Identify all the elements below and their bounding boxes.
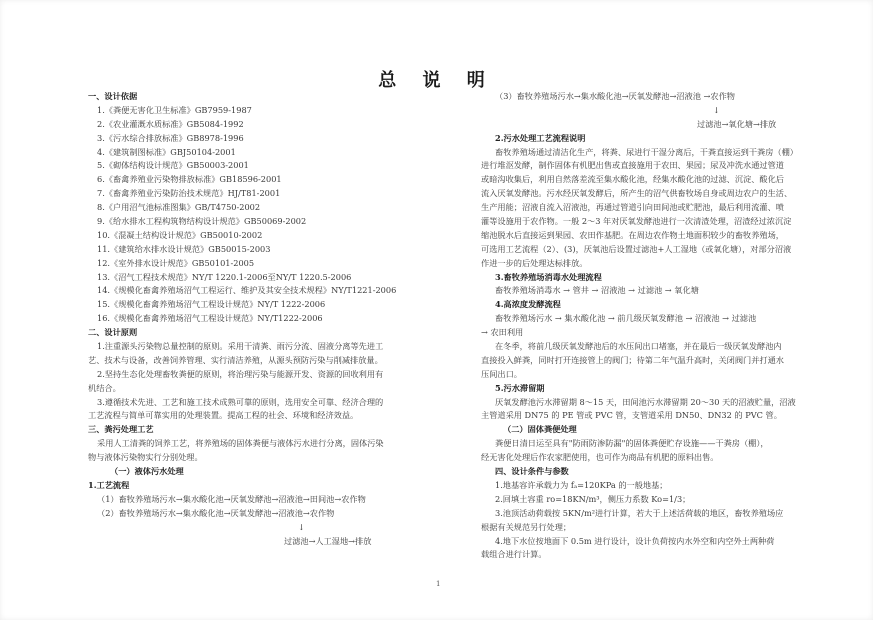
standard-item: 2.《农业灌溉水质标准》GB5084-1992 bbox=[97, 118, 244, 129]
subsection-heading-disinfection: 3.畜牧养殖场消毒水处理流程 bbox=[495, 271, 602, 282]
flow-down-arrow: ↓ bbox=[298, 521, 305, 532]
paragraph-line: 可选用工艺流程（2）、(3)，厌氧池后设置过滤池+人工湿地（或氧化塘），对部分沼液 bbox=[481, 243, 792, 254]
standard-item: 7.《畜禽养殖业污染防治技术规范》HJ/T81-2001 bbox=[97, 188, 281, 199]
standard-item: 12.《室外排水设计规范》GB50101-2005 bbox=[97, 257, 255, 268]
flow-line: → 农田利用 bbox=[481, 327, 524, 338]
paragraph-line: 直接投入鲜粪，同时打开连接管上的阀门；待第二年气温升高时，关闭阀门并打通水 bbox=[481, 354, 784, 365]
subsection-heading-process-description: 2.污水处理工艺流程说明 bbox=[495, 132, 586, 143]
standard-item: 6.《畜禽养殖业污染物排放标准》GB18596-2001 bbox=[97, 174, 282, 185]
paragraph-line: 3.遵循技术先进、工艺和施工技术成熟可靠的原则，选用安全可靠、经济合理的 bbox=[97, 396, 384, 407]
subsection-heading-solid: （二）固体粪便处理 bbox=[503, 424, 577, 435]
paragraph-line: 作进一步的后处理达标排放。 bbox=[481, 257, 588, 268]
paragraph-line: 机结合。 bbox=[88, 382, 121, 393]
right-column bbox=[481, 90, 817, 562]
section-heading-design-basis: 一、设计依据 bbox=[88, 91, 138, 101]
paragraph-line: 流入厌氧发酵池。污水经厌氧发酵后，所产生的沼气供畜牧场自身或周边农户的生活、 bbox=[481, 188, 793, 199]
paragraph-line: 3.池顶活动荷载按 5KN/m²进行计算，若大于上述活荷载的地区，畜牧养殖场应 bbox=[495, 507, 784, 518]
paragraph-line: 载组合进行计算。 bbox=[481, 549, 547, 560]
paragraph-line: 物与液体污染物实行分别处理。 bbox=[88, 452, 203, 463]
paragraph-line: 主管道采用 DN75 的 PE 管或 PVC 管，支管道采用 DN50、DN32 的 PVC 管。 bbox=[481, 410, 782, 421]
standard-item: 8.《户用沼气池标准图集》GB/T4750-2002 bbox=[97, 202, 261, 213]
paragraph-line: 畜牧养殖场通过清洁化生产，将粪、尿进行干湿分离后，干粪直接运到干粪房（棚） bbox=[495, 146, 798, 157]
paragraph-line: 经无害化处理后作农家肥使用，也可作为商品有机肥的原料出售。 bbox=[481, 452, 719, 463]
subsection-heading-flow: 1.工艺流程 bbox=[88, 479, 130, 490]
paragraph-line: 根据有关规范另行处理； bbox=[481, 521, 572, 532]
flow-line-branch: 过滤池→人工湿地→排放 bbox=[284, 535, 372, 546]
section-heading-design-principles: 二、设计原则 bbox=[88, 327, 138, 338]
paragraph-line: 或暗沟收集后，利用自然落差流至集水酸化池，经集水酸化池的过滤、沉淀、酸化后 bbox=[481, 174, 784, 185]
section-heading-design-conditions: 四、设计条件与参数 bbox=[495, 466, 569, 477]
paragraph-line: 2.回填土容重 ro=18KN/m³，侧压力系数 Ko=1/3； bbox=[495, 493, 691, 504]
standard-item: 3.《污水综合排放标准》GB8978-1996 bbox=[97, 132, 244, 143]
paragraph-line: 厌氧发酵池污水滞留期 8～15 天，田间池污水滞留期 20～30 天的沼液贮量，沼液 bbox=[495, 396, 796, 407]
flow-line: （3）畜牧养殖场污水→集水酸化池→厌氧发酵池→沼液池 →农作物 bbox=[495, 91, 735, 101]
standard-item: 9.《给水排水工程构筑物结构设计规范》GB50069-2002 bbox=[97, 216, 307, 227]
page-title: 总 说 明 bbox=[378, 70, 495, 91]
paragraph-line: 灌等设施用于农作物。一般 2～3 年对厌氧发酵池进行一次清渣处理，沼渣经过浓沉淀 bbox=[481, 216, 792, 227]
flow-line: 畜牧养殖场消毒水 → 管井 → 沼液池 → 过滤池 → 氧化塘 bbox=[495, 285, 699, 296]
standard-item: 5.《砌体结构设计规范》GB50003-2001 bbox=[97, 160, 249, 171]
standard-item: 10.《混凝土结构设计规范》GB50010-2002 bbox=[97, 229, 263, 240]
paragraph-line: 工艺流程与简单可靠实用的处理装置。提高工程的社会、环境和经济效益。 bbox=[88, 410, 359, 421]
flow-line: 畜牧养殖场污水 → 集水酸化池 → 前几级厌氧发酵池 → 沼液池 → 过滤池 bbox=[495, 313, 757, 324]
paragraph-line: 采用人工清粪的饲养工艺，将养殖场的固体粪便与液体污水进行分离，固体污染 bbox=[97, 438, 384, 449]
standard-item: 13.《沼气工程技术规范》NY/T 1220.1-2006至NY/T 1220.5-2006 bbox=[97, 271, 352, 282]
subsection-heading-retention: 5.污水滞留期 bbox=[495, 382, 545, 393]
standard-item: 4.《建筑制图标准》GBJ50104-2001 bbox=[97, 146, 236, 157]
left-column bbox=[88, 90, 424, 548]
standard-item: 14.《规模化畜禽养殖场沼气工程运行、维护及其安全技术规程》NY/T1221-2006 bbox=[97, 285, 397, 296]
paragraph-line: 2.坚持生态化处理畜牧粪便的原则，将治理污染与能源开发、资源的回收利用有 bbox=[97, 368, 384, 379]
standard-item: 1.《粪便无害化卫生标准》GB7959-1987 bbox=[97, 104, 252, 115]
page-number: 1 bbox=[436, 580, 441, 588]
flow-down-arrow: ↓ bbox=[713, 104, 720, 115]
paragraph-line: 1.注重源头污染物总量控制的原则。采用干清粪、雨污分流、固液分离等先进工 bbox=[97, 341, 384, 352]
flow-line-branch: 过滤池→氧化塘→排放 bbox=[697, 118, 777, 129]
standard-item: 16.《规模化畜禽养殖场沼气工程设计规范》NY/T1222-2006 bbox=[97, 313, 323, 324]
paragraph-line: 在冬季，将前几级厌氧发酵池后的水压间出口堵塞，并在最后一级厌氧发酵池内 bbox=[495, 341, 782, 352]
paragraph-line: 粪便日清日运至具有"防雨防渗防漏"的固体粪便贮存设施——干粪房（棚）， bbox=[495, 438, 769, 449]
paragraph-line: 4.地下水位按地面下 0.5m 进行设计，设计负荷按内水外空和内空外土两种荷 bbox=[495, 535, 775, 546]
flow-line: （1）畜牧养殖场污水→集水酸化池→厌氧发酵池→沼液池→田间池→农作物 bbox=[97, 493, 366, 504]
paragraph-line: 压间出口。 bbox=[481, 368, 522, 379]
section-heading-manure-process: 三、粪污处理工艺 bbox=[88, 424, 154, 435]
standard-item: 11.《建筑给水排水设计规范》GB50015-2003 bbox=[97, 243, 271, 254]
paragraph-line: 进行堆沤发酵，制作固体有机肥出售或直接施用于农田、果园；尿及冲洗水通过管道 bbox=[481, 160, 784, 171]
flow-line: （2）畜牧养殖场污水→集水酸化池→厌氧发酵池→沼液池→农作物 bbox=[97, 507, 335, 518]
paragraph-line: 缩池脱水后直接运到果园、农田作基肥。在周边农作物土地面积较少的畜牧养殖场， bbox=[481, 229, 784, 240]
subsection-heading-high-concentration: 4.高浓度发酵流程 bbox=[495, 299, 561, 310]
paragraph-line: 生产用能；沼液自流入沼液池，再通过管道引向田间池或贮肥池，最后利用流灌、喷 bbox=[481, 202, 784, 213]
paragraph-line: 艺、技术与设备，改善饲养管理、实行清洁养殖，从源头预防污染与削减排放量。 bbox=[88, 354, 383, 365]
subsection-heading-liquid: （一）液体污水处理 bbox=[110, 466, 184, 477]
paragraph-line: 1.地基容许承载力为 fₐ=120KPa 的一般地基； bbox=[495, 479, 668, 490]
standard-item: 15.《规模化畜禽养殖场沼气工程设计规范》NY/T 1222-2006 bbox=[97, 299, 326, 310]
